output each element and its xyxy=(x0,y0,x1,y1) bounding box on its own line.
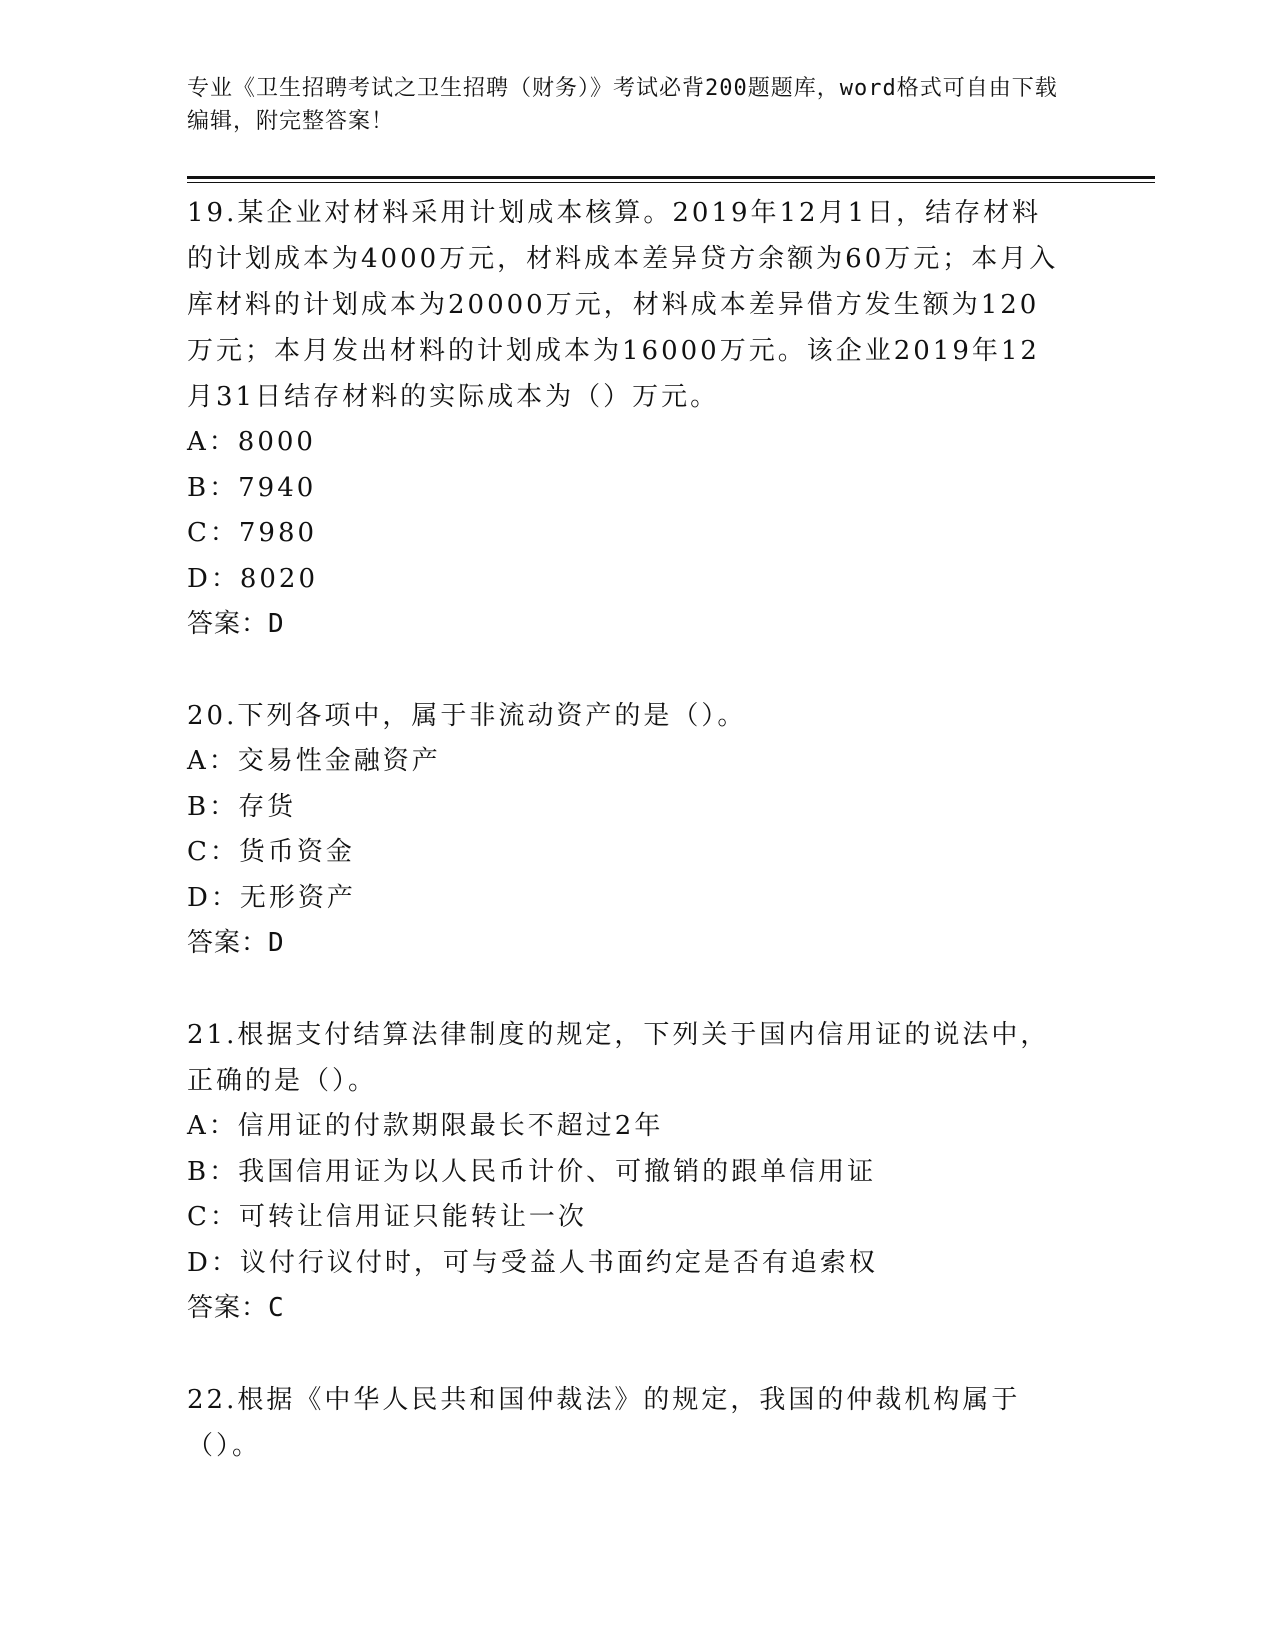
header-rule-thick xyxy=(187,176,1155,179)
option-c: C：7980 xyxy=(187,518,318,548)
option-b: B：存货 xyxy=(187,791,297,822)
question-list xyxy=(187,190,1067,1469)
question-22 xyxy=(187,1377,1067,1469)
option-c: C：可转让信用证只能转让一次 xyxy=(187,1202,587,1232)
question-text: 20.下列各项中，属于非流动资产的是（）。 xyxy=(187,701,747,731)
question-19 xyxy=(187,190,1067,647)
question-spacer xyxy=(187,647,1067,693)
question-text: 22.根据《中华人民共和国仲裁法》的规定，我国的仲裁机构属于（）。 xyxy=(187,1385,1021,1461)
answer-label: 答案：D xyxy=(187,609,285,639)
header-rule-thin xyxy=(187,182,1155,183)
option-a: A：信用证的付款期限最长不超过2年 xyxy=(187,1111,664,1141)
question-spacer xyxy=(187,1331,1067,1377)
option-d: D：议付行议付时，可与受益人书面约定是否有追索权 xyxy=(187,1247,878,1278)
option-b: B：7940 xyxy=(187,472,317,503)
question-spacer xyxy=(187,966,1067,1012)
option-b: B：我国信用证为以人民币计价、可撤销的跟单信用证 xyxy=(187,1156,877,1187)
question-20 xyxy=(187,693,1067,966)
option-c: C：货币资金 xyxy=(187,837,355,867)
option-a: A：交易性金融资产 xyxy=(187,746,441,776)
option-d: D：8020 xyxy=(187,563,319,594)
question-text: 19.某企业对材料采用计划成本核算。2019年12月1日，结存材料的计划成本为4000万元，材料成本差异贷方余额为60万元；本月入库材料的计划成本为20000万元，材料成本差异借方发生额为120万元；本月发出材料的计划成本为16000万元。该企业2019年12月31日结存材料的实际成本为（）万元。 xyxy=(187,198,1059,412)
option-a: A：8000 xyxy=(187,427,316,457)
option-d: D：无形资产 xyxy=(187,882,356,913)
question-21 xyxy=(187,1012,1067,1331)
answer-label: 答案：D xyxy=(187,928,285,958)
question-text: 21.根据支付结算法律制度的规定，下列关于国内信用证的说法中，正确的是（）。 xyxy=(187,1020,1050,1096)
answer-label: 答案：C xyxy=(187,1293,285,1323)
document-header: 专业《卫生招聘考试之卫生招聘（财务）》考试必背200题题库，word格式可自由下载编辑，附完整答案！ xyxy=(187,76,1058,134)
